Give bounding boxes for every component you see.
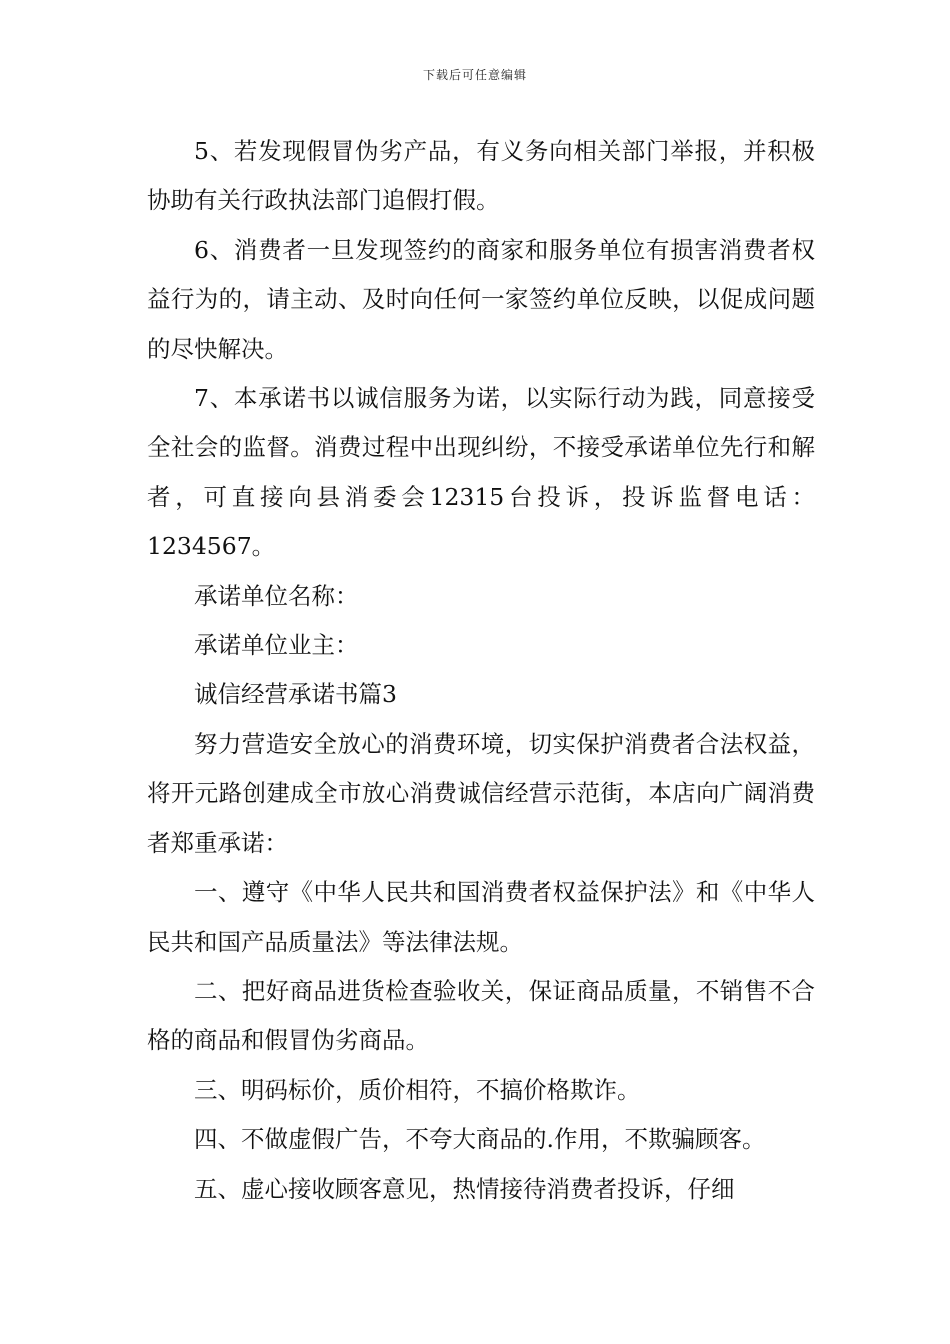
paragraph-item-5: 5、若发现假冒伪劣产品，有义务向相关部门举报，并积极协助有关行政执法部门追假打假。 (147, 137, 815, 215)
paragraph-item-7: 7、本承诺书以诚信服务为诺，以实际行动为践，同意接受全社会的监督。消费过程中出现纠纷，不接受承诺单位先行和解者，可直接向县消委会12315台投诉，投诉监督电话：1234567。 (147, 384, 815, 561)
paragraph-item-6: 6、消费者一旦发现签约的商家和服务单位有损害消费者权益行为的，请主动、及时向任何一家签约单位反映，以促成问题的尽快解决。 (147, 235, 815, 363)
commitment-item-4: 四、不做虚假广告，不夸大商品的.作用，不欺骗顾客。 (194, 1125, 766, 1154)
commitment-item-1: 一、遵守《中华人民共和国消费者权益保护法》和《中华人民共和国产品质量法》等法律法规。 (147, 878, 815, 956)
intro-paragraph: 努力营造安全放心的消费环境，切实保护消费者合法权益，将开元路创建成全市放心消费诚信经营示范街，本店向广阔消费者郑重承诺： (147, 729, 815, 857)
document-body (147, 127, 815, 1214)
section-title: 诚信经营承诺书篇3 (194, 680, 397, 709)
commitment-item-3: 三、明码标价，质价相符，不搞价格欺诈。 (194, 1075, 641, 1104)
commitment-item-5: 五、虚心接收顾客意见，热情接待消费者投诉，仔细 (194, 1174, 735, 1203)
promise-unit-name-line: 承诺单位名称： (194, 581, 359, 610)
page-header-note: 下载后可任意编辑 (422, 68, 527, 82)
commitment-item-2: 二、把好商品进货检查验收关，保证商品质量，不销售不合格的商品和假冒伪劣商品。 (147, 976, 815, 1055)
promise-unit-owner-line: 承诺单位业主： (194, 631, 359, 660)
